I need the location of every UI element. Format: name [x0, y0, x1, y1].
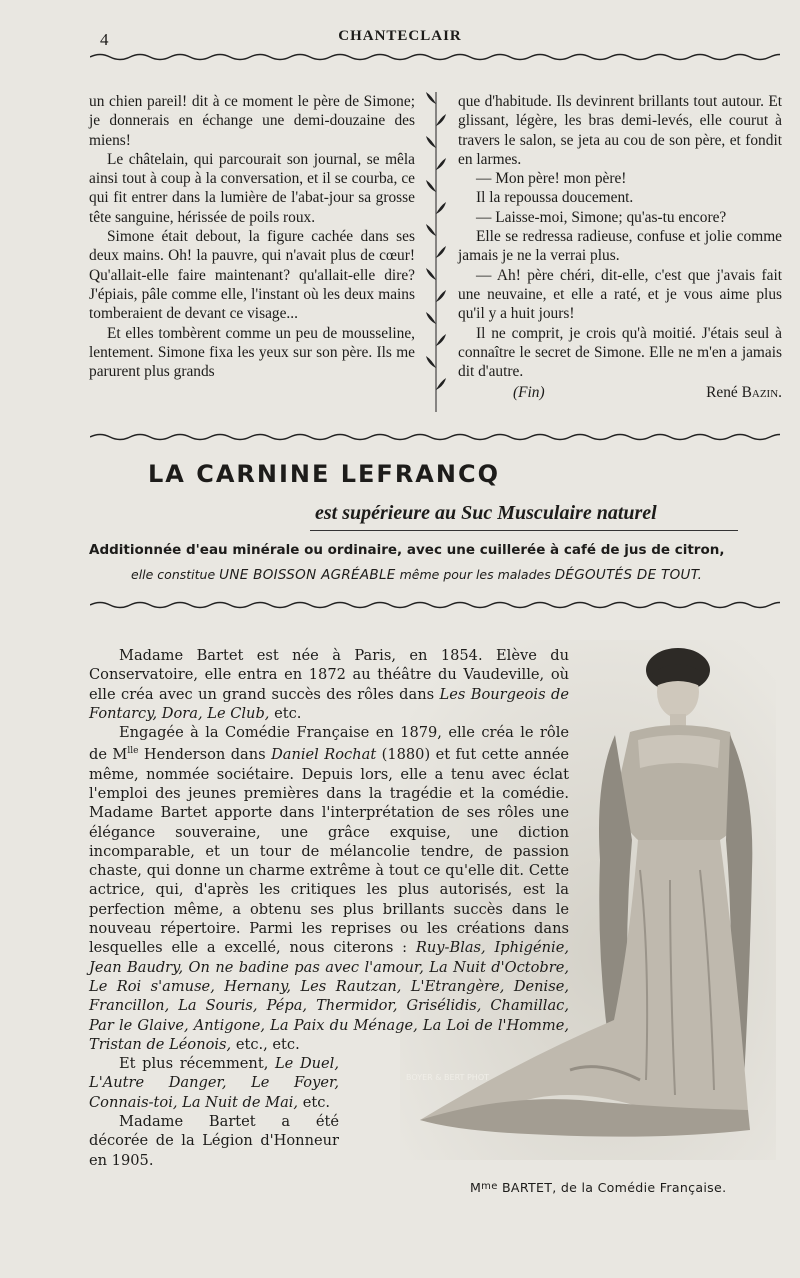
story-paragraph: — Mon père! mon père!: [476, 170, 627, 188]
page-number: 4: [100, 30, 109, 49]
middle-wavy-rule: [90, 432, 780, 442]
story-end-mark: (Fin): [513, 384, 545, 402]
ad-subtitle-underline: [310, 530, 738, 531]
story-left-column: [89, 92, 415, 381]
photo-caption: $M^{me}$ BARTET, de la Comédie Française.: [470, 1180, 727, 1195]
story-paragraph: — Ah! père chéri, dit-elle, c'est que j'avais fait une neuvaine, et elle a raté, et je vous aime plus qu'il y a huit jours!: [458, 266, 782, 323]
story-paragraph: Simone était debout, la figure cachée dans ses deux mains. Oh! la pauvre, qui n'avait plus de cœur! Qu'allait-elle faire maintenant? qu'allait-elle dire? J'épiais, pâle comme elle, l'instant où les deux mains tomberaient de devant ce visage...: [89, 228, 415, 323]
ad-addition-text: Additionnée d'eau minérale ou ordinaire, avec une cuillerée à café de jus de citron,: [89, 542, 725, 558]
story-paragraph: Elle se redressa radieuse, confuse et jolie comme jamais je ne la verrai plus.: [458, 228, 782, 265]
story-paragraph: que d'habitude. Ils devinrent brillants tout autour. Et glissant, légère, les bras demi-levés, elle courut à travers le salon, se jeta au cou de son père, et fondit en larmes.: [458, 93, 782, 168]
ad-boisson-text: elle constitue UNE BOISSON AGRÉABLE même pour les malades DÉGOUTÉS DE TOUT.: [131, 567, 703, 583]
story-signature: [458, 383, 782, 402]
bio-paragraph: Madame Bartet a été décorée de la Légion d'Honneur en 1905.: [89, 1112, 339, 1169]
bartet-biography: [89, 646, 569, 1170]
lower-wavy-rule: [90, 600, 780, 610]
ad-title: LA CARNINE LEFRANCQ: [148, 460, 500, 488]
ad-subtitle: est supérieure au Suc Musculaire naturel: [315, 502, 657, 524]
bio-paragraph: Engagée à la Comédie Française en 1879, elle créa le rôle de $M^{lle}$ Henderson dans Daniel Rochat (1880) et fut cette année même, nommée sociétaire. Depuis lors, elle a tenu avec éclat l'emploi des jeunes premières dans la tragédie et la comédie. Madame Bartet apporte dans l'interprétation de ses rôles une élégance souveraine, une grâce exquise, une diction incomparable, et un tour de mélancolie tendre, de passion chaste, qui donne un charme extrême à tout ce qu'elle dit. Cette actrice, qui, d'après les critiques les plus autorisés, est la perfection même, a obtenu ses plus brillants succès dans le nouveau répertoire. Parmi les reprises ou les créations dans lesquelles elle a excellé, nous citerons : Ruy-Blas, Iphigénie, Jean Baudry, On ne badine pas avec l'amour, La Nuit d'Octobre, Le Roi s'amuse, Hernany, Les Rautzan, L'Etrangère, Denise, Francillon, La Souris, Pépa, Thermidor, Grisélidis, Chamillac, Par le Glaive, Antigone, La Paix du Ménage, La Loi de l'Homme, Tristan de Léonois, etc., etc.: [89, 724, 569, 1053]
bio-paragraph: Et plus récemment, Le Duel, L'Autre Danger, Le Foyer, Connais-toi, La Nuit de Mai, etc.: [89, 1055, 339, 1111]
bio-paragraph: Madame Bartet est née à Paris, en 1854. Elève du Conservatoire, elle entra en 1872 au théâtre du Vaudeville, où elle créa avec un grand succès des rôles dans Les Bourgeois de Fontarcy, Dora, Le Club, etc.: [89, 647, 569, 722]
magazine-title: CHANTECLAIR: [338, 28, 462, 44]
vine-ornament: [424, 92, 448, 412]
story-paragraph: Il la repoussa doucement.: [476, 189, 634, 207]
story-paragraph: un chien pareil! dit à ce moment le père de Simone; je donnerais en échange une demi-douzaine des miens!: [89, 93, 415, 149]
story-paragraph: — Laisse-moi, Simone; qu'as-tu encore?: [476, 208, 727, 226]
story-author: René Bazin.: [706, 384, 782, 402]
story-paragraph: Et elles tombèrent comme un peu de mousseline, lentement. Simone fixa les yeux sur son père. Ils me parurent plus grands: [89, 324, 415, 381]
story-paragraph: Il ne comprit, je crois qu'à moitié. J'étais seul à connaître le secret de Simone. Elle ne m'en a jamais dit d'autre.: [458, 324, 782, 381]
story-paragraph: Le châtelain, qui parcourait son journal, se mêla ainsi tout à coup à la conversation, et il se courba, ce qui fit entrer dans la lumière de l'abat-jour sa grosse tête sanguine, hérissée de poils roux.: [89, 150, 415, 226]
photo-credit: BOYER & BERT PHOT: [406, 1073, 490, 1082]
top-wavy-rule: [90, 52, 780, 62]
story-right-column: [458, 92, 782, 403]
